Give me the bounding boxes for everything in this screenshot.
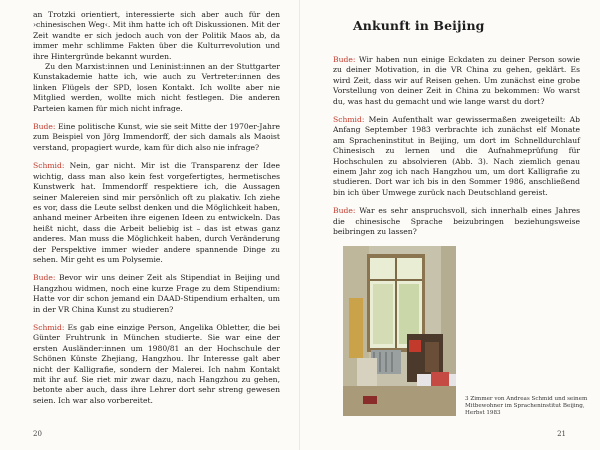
speaker-label: Bude: [333,55,356,64]
paragraph: Bude: Bevor wir uns deiner Zeit als Stipendiat in Beijing und Hangzhou widmen, noch eine kurze Frage zu dem Stipendium: Hatte vor dir schon jemand ein DAAD-Stipendium erhalten, um in der VR China Kunst zu studieren? [33,273,280,314]
speaker-label: Bude: [33,122,56,132]
page-number: 21 [557,430,566,438]
figure [333,246,600,416]
paragraph: Bude: Eine politische Kunst, wie sie seit Mitte der 1970er-Jahre zum Beispiel von Jörg Immendorff, der sich damals als Maoist verstand, propagiert wurde, kam für dich also nie infrage? [33,122,281,152]
speaker-label: Schmid: [33,161,65,171]
figure-caption: 3 Zimmer von Andreas Schmid und seinem Mitbewohner im Spracheninstitut Beijing, Herbst 1983 [465,395,588,417]
paragraph: Schmid: Mein Aufenthalt war gewissermaßen zweigeteilt: Ab Anfang September 1983 verbrachte ich zunächst elf Monate am Spracheninstitut in Beijing, um dort im Schnelldurchlauf Chinesisch zu lernen und die Aufnahmeprüfung für Hochschulen zu absolvieren (Abb. 3). Nach ziemlich genau einem Jahr zog ich nach Hangzhou um, um dort Kalligrafie zu studieren. Dort war ich bis in den Sommer 1986, anschließend bin ich über Umwege zurück nach Deutschland gereist. [333,115,580,197]
speaker-label: Bude: [333,206,356,216]
paragraph: Bude: War es sehr anspruchsvoll, sich innerhalb eines Jahres die chinesische Sprache beizubringen beziehungsweise beibringen zu lassen? [333,206,580,237]
paragraph: Schmid: Nein, gar nicht. Mir ist die Transparenz der Idee wichtig, dass man also kein fest vorgefertigtes, hermetisches Kunstwerk hat. Immendorff respektiere ich, die Aussagen seiner Malereien sind mir persönlich oft zu plakativ. Ich ziehe es vor, dass die Leute selbst denken und die Möglichkeit haben, anhand meiner Arbeiten ihre eigenen Ideen zu entwickeln. Das heißt nicht, dass die Arbeit beliebig ist – das ist etwas ganz anderes. Man muss die Möglichkeit haben, durch Veränderung der Perspektive immer wieder andere spannende Dinge zu sehen. Mir geht es um Polysemie. [33,161,280,264]
speaker-label: Schmid: [333,115,365,125]
speaker-label: Bude: [33,273,56,283]
right-page [300,0,600,450]
paragraph: Schmid: Es gab eine einzige Person, Angelika Obletter, die bei Günter Fruhtrunk in München studierte. Sie war eine der ersten Ausländer:innen um 1980/81 an der Hochschule der Schönen Künste Zhejiang, Hangzhou. Ihr Interesse galt aber nicht der Kalligrafie, sondern der Malerei. Ich nahm Kontakt mit ihr auf. Sie riet mir zwar dazu, nach Hangzhou zu gehen, betonte aber auch, dass ihre Lehrer dort sehr streng gewesen seien. Ich war also vorbereitet. [33,322,280,405]
page-number: 20 [33,430,42,438]
paragraph: Bude: Wir haben nun einige Eckdaten zu deiner Person sowie zu deiner Motivation, in die VR China zu gehen, geklärt. Es wird Zeit, dass wir auf Reisen gehen. Um zunächst eine grobe Vorstellung von deiner Zeit in China zu bekommen: Wo warst du, was hast du gemacht und wie lange warst du dort? [333,55,580,106]
paragraph: Zu den Marxist:innen und Leninist:innen an der Stuttgarter Kunstakademie hatte ich, wie auch zu Vertreter:innen des linken Flügels der SPD, losen Kontakt. Ich wollte aber nie Mitglied werden, wollte mich nicht festlegen. Die anderen Parteien kamen für mich nicht infrage. [33,62,280,113]
speaker-label: Schmid: [33,322,65,332]
section-heading: Ankunft in Beijing [353,18,485,33]
paragraph: an Trotzki orientiert, interessierte sich aber auch für den ›chinesischen Weg‹. Mit ihm hatte ich oft Diskussionen. Mit der Zeit wandte er sich jedoch auch von der Politik Maos ab, da immer mehr schlimme Fakten über die Kulturrevolution und ihre Hintergründe bekannt wurden. [33,10,280,61]
room-photo [343,246,456,416]
